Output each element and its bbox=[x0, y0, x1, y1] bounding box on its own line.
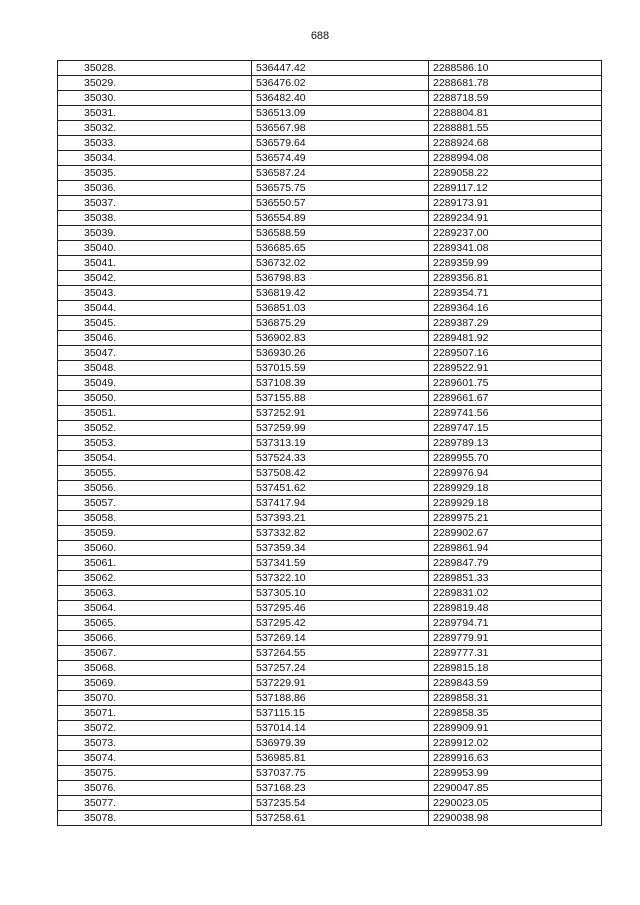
northing-cell: 2289794.71 bbox=[429, 616, 602, 631]
easting-cell: 537264.55 bbox=[252, 646, 429, 661]
easting-cell: 536587.24 bbox=[252, 166, 429, 181]
easting-cell: 536798.83 bbox=[252, 271, 429, 286]
table-row bbox=[58, 241, 602, 256]
point-number-cell: 35040. bbox=[58, 241, 252, 256]
point-number-cell: 35044. bbox=[58, 301, 252, 316]
table-row bbox=[58, 526, 602, 541]
page-number: 688 bbox=[310, 30, 330, 42]
northing-cell: 2289909.91 bbox=[429, 721, 602, 736]
point-number-cell: 35053. bbox=[58, 436, 252, 451]
point-number-cell: 35046. bbox=[58, 331, 252, 346]
easting-cell: 536550.57 bbox=[252, 196, 429, 211]
northing-cell: 2288924.68 bbox=[429, 136, 602, 151]
easting-cell: 537014.14 bbox=[252, 721, 429, 736]
easting-cell: 537393.21 bbox=[252, 511, 429, 526]
point-number-cell: 35036. bbox=[58, 181, 252, 196]
point-number-cell: 35028. bbox=[58, 61, 252, 76]
table-row bbox=[58, 556, 602, 571]
point-number-cell: 35061. bbox=[58, 556, 252, 571]
northing-cell: 2289858.31 bbox=[429, 691, 602, 706]
easting-cell: 536575.75 bbox=[252, 181, 429, 196]
point-number-cell: 35048. bbox=[58, 361, 252, 376]
coordinates-table bbox=[57, 60, 602, 826]
northing-cell: 2289779.91 bbox=[429, 631, 602, 646]
northing-cell: 2289847.79 bbox=[429, 556, 602, 571]
northing-cell: 2289929.18 bbox=[429, 481, 602, 496]
table-row bbox=[58, 346, 602, 361]
table-row bbox=[58, 61, 602, 76]
easting-cell: 537332.82 bbox=[252, 526, 429, 541]
easting-cell: 537451.62 bbox=[252, 481, 429, 496]
point-number-cell: 35045. bbox=[58, 316, 252, 331]
table-row bbox=[58, 301, 602, 316]
easting-cell: 537229.91 bbox=[252, 676, 429, 691]
easting-cell: 537252.91 bbox=[252, 406, 429, 421]
table-row bbox=[58, 496, 602, 511]
easting-cell: 536447.42 bbox=[252, 61, 429, 76]
point-number-cell: 35035. bbox=[58, 166, 252, 181]
point-number-cell: 35033. bbox=[58, 136, 252, 151]
point-number-cell: 35043. bbox=[58, 286, 252, 301]
northing-cell: 2289777.31 bbox=[429, 646, 602, 661]
point-number-cell: 35077. bbox=[58, 796, 252, 811]
easting-cell: 536579.64 bbox=[252, 136, 429, 151]
point-number-cell: 35041. bbox=[58, 256, 252, 271]
easting-cell: 537037.75 bbox=[252, 766, 429, 781]
northing-cell: 2290047.85 bbox=[429, 781, 602, 796]
easting-cell: 537341.59 bbox=[252, 556, 429, 571]
point-number-cell: 35037. bbox=[58, 196, 252, 211]
easting-cell: 537417.94 bbox=[252, 496, 429, 511]
point-number-cell: 35072. bbox=[58, 721, 252, 736]
easting-cell: 537269.14 bbox=[252, 631, 429, 646]
point-number-cell: 35070. bbox=[58, 691, 252, 706]
table-row bbox=[58, 451, 602, 466]
easting-cell: 536930.26 bbox=[252, 346, 429, 361]
table-row bbox=[58, 466, 602, 481]
table-row bbox=[58, 661, 602, 676]
easting-cell: 537313.19 bbox=[252, 436, 429, 451]
table-row bbox=[58, 421, 602, 436]
table-row bbox=[58, 226, 602, 241]
table-row bbox=[58, 376, 602, 391]
table-row bbox=[58, 586, 602, 601]
northing-cell: 2289851.33 bbox=[429, 571, 602, 586]
northing-cell: 2289975.21 bbox=[429, 511, 602, 526]
point-number-cell: 35065. bbox=[58, 616, 252, 631]
easting-cell: 536554.89 bbox=[252, 211, 429, 226]
table-row bbox=[58, 571, 602, 586]
table-row bbox=[58, 601, 602, 616]
northing-cell: 2289929.18 bbox=[429, 496, 602, 511]
northing-cell: 2289741.56 bbox=[429, 406, 602, 421]
point-number-cell: 35049. bbox=[58, 376, 252, 391]
table-row bbox=[58, 286, 602, 301]
point-number-cell: 35050. bbox=[58, 391, 252, 406]
northing-cell: 2289234.91 bbox=[429, 211, 602, 226]
table-row bbox=[58, 181, 602, 196]
northing-cell: 2289387.29 bbox=[429, 316, 602, 331]
northing-cell: 2290038.98 bbox=[429, 811, 602, 826]
northing-cell: 2289522.91 bbox=[429, 361, 602, 376]
table-row bbox=[58, 766, 602, 781]
point-number-cell: 35063. bbox=[58, 586, 252, 601]
northing-cell: 2289976.94 bbox=[429, 466, 602, 481]
northing-cell: 2289912.02 bbox=[429, 736, 602, 751]
table-row bbox=[58, 121, 602, 136]
point-number-cell: 35076. bbox=[58, 781, 252, 796]
easting-cell: 536875.29 bbox=[252, 316, 429, 331]
northing-cell: 2289831.02 bbox=[429, 586, 602, 601]
table-row bbox=[58, 646, 602, 661]
easting-cell: 536819.42 bbox=[252, 286, 429, 301]
easting-cell: 537235.54 bbox=[252, 796, 429, 811]
easting-cell: 536574.49 bbox=[252, 151, 429, 166]
northing-cell: 2288804.81 bbox=[429, 106, 602, 121]
easting-cell: 537322.10 bbox=[252, 571, 429, 586]
easting-cell: 537258.61 bbox=[252, 811, 429, 826]
easting-cell: 536732.02 bbox=[252, 256, 429, 271]
point-number-cell: 35047. bbox=[58, 346, 252, 361]
point-number-cell: 35055. bbox=[58, 466, 252, 481]
easting-cell: 536513.09 bbox=[252, 106, 429, 121]
northing-cell: 2288994.08 bbox=[429, 151, 602, 166]
table-row bbox=[58, 76, 602, 91]
easting-cell: 537295.46 bbox=[252, 601, 429, 616]
northing-cell: 2289601.75 bbox=[429, 376, 602, 391]
point-number-cell: 35069. bbox=[58, 676, 252, 691]
table-row bbox=[58, 751, 602, 766]
northing-cell: 2289356.81 bbox=[429, 271, 602, 286]
table-row bbox=[58, 271, 602, 286]
easting-cell: 536851.03 bbox=[252, 301, 429, 316]
table-row bbox=[58, 316, 602, 331]
table-row bbox=[58, 721, 602, 736]
easting-cell: 537259.99 bbox=[252, 421, 429, 436]
table-row bbox=[58, 481, 602, 496]
table-row bbox=[58, 331, 602, 346]
point-number-cell: 35056. bbox=[58, 481, 252, 496]
northing-cell: 2289359.99 bbox=[429, 256, 602, 271]
easting-cell: 537359.34 bbox=[252, 541, 429, 556]
point-number-cell: 35074. bbox=[58, 751, 252, 766]
northing-cell: 2289815.18 bbox=[429, 661, 602, 676]
table-row bbox=[58, 406, 602, 421]
point-number-cell: 35066. bbox=[58, 631, 252, 646]
table-row bbox=[58, 616, 602, 631]
northing-cell: 2289364.16 bbox=[429, 301, 602, 316]
point-number-cell: 35054. bbox=[58, 451, 252, 466]
northing-cell: 2289902.67 bbox=[429, 526, 602, 541]
point-number-cell: 35058. bbox=[58, 511, 252, 526]
table-body bbox=[58, 61, 602, 826]
table-row bbox=[58, 91, 602, 106]
point-number-cell: 35078. bbox=[58, 811, 252, 826]
table-row bbox=[58, 256, 602, 271]
northing-cell: 2289173.91 bbox=[429, 196, 602, 211]
easting-cell: 537524.33 bbox=[252, 451, 429, 466]
easting-cell: 537257.24 bbox=[252, 661, 429, 676]
point-number-cell: 35052. bbox=[58, 421, 252, 436]
easting-cell: 537168.23 bbox=[252, 781, 429, 796]
table-row bbox=[58, 196, 602, 211]
table-row bbox=[58, 811, 602, 826]
northing-cell: 2289661.67 bbox=[429, 391, 602, 406]
point-number-cell: 35042. bbox=[58, 271, 252, 286]
table-row bbox=[58, 706, 602, 721]
easting-cell: 536588.59 bbox=[252, 226, 429, 241]
northing-cell: 2288681.78 bbox=[429, 76, 602, 91]
table-row bbox=[58, 361, 602, 376]
table-row bbox=[58, 106, 602, 121]
easting-cell: 537155.88 bbox=[252, 391, 429, 406]
northing-cell: 2288718.59 bbox=[429, 91, 602, 106]
table-row bbox=[58, 631, 602, 646]
table-row bbox=[58, 511, 602, 526]
point-number-cell: 35059. bbox=[58, 526, 252, 541]
point-number-cell: 35060. bbox=[58, 541, 252, 556]
easting-cell: 537508.42 bbox=[252, 466, 429, 481]
northing-cell: 2289507.16 bbox=[429, 346, 602, 361]
table-row bbox=[58, 736, 602, 751]
point-number-cell: 35031. bbox=[58, 106, 252, 121]
easting-cell: 536985.81 bbox=[252, 751, 429, 766]
easting-cell: 537305.10 bbox=[252, 586, 429, 601]
point-number-cell: 35029. bbox=[58, 76, 252, 91]
easting-cell: 536902.83 bbox=[252, 331, 429, 346]
point-number-cell: 35039. bbox=[58, 226, 252, 241]
point-number-cell: 35067. bbox=[58, 646, 252, 661]
point-number-cell: 35073. bbox=[58, 736, 252, 751]
table-row bbox=[58, 691, 602, 706]
table-row bbox=[58, 136, 602, 151]
northing-cell: 2288586.10 bbox=[429, 61, 602, 76]
northing-cell: 2289789.13 bbox=[429, 436, 602, 451]
easting-cell: 536476.02 bbox=[252, 76, 429, 91]
northing-cell: 2289747.15 bbox=[429, 421, 602, 436]
table-row bbox=[58, 796, 602, 811]
northing-cell: 2289955.70 bbox=[429, 451, 602, 466]
easting-cell: 537015.59 bbox=[252, 361, 429, 376]
northing-cell: 2289481.92 bbox=[429, 331, 602, 346]
point-number-cell: 35038. bbox=[58, 211, 252, 226]
easting-cell: 536685.65 bbox=[252, 241, 429, 256]
point-number-cell: 35032. bbox=[58, 121, 252, 136]
point-number-cell: 35034. bbox=[58, 151, 252, 166]
easting-cell: 537188.86 bbox=[252, 691, 429, 706]
table-row bbox=[58, 541, 602, 556]
point-number-cell: 35062. bbox=[58, 571, 252, 586]
northing-cell: 2289341.08 bbox=[429, 241, 602, 256]
northing-cell: 2289058.22 bbox=[429, 166, 602, 181]
easting-cell: 537295.42 bbox=[252, 616, 429, 631]
point-number-cell: 35057. bbox=[58, 496, 252, 511]
point-number-cell: 35071. bbox=[58, 706, 252, 721]
point-number-cell: 35051. bbox=[58, 406, 252, 421]
point-number-cell: 35030. bbox=[58, 91, 252, 106]
northing-cell: 2290023.05 bbox=[429, 796, 602, 811]
northing-cell: 2289953.99 bbox=[429, 766, 602, 781]
northing-cell: 2289843.59 bbox=[429, 676, 602, 691]
point-number-cell: 35064. bbox=[58, 601, 252, 616]
table-row bbox=[58, 436, 602, 451]
northing-cell: 2289858.35 bbox=[429, 706, 602, 721]
table-row bbox=[58, 781, 602, 796]
table-row bbox=[58, 676, 602, 691]
easting-cell: 536567.98 bbox=[252, 121, 429, 136]
point-number-cell: 35075. bbox=[58, 766, 252, 781]
northing-cell: 2289916.63 bbox=[429, 751, 602, 766]
northing-cell: 2288881.55 bbox=[429, 121, 602, 136]
easting-cell: 537115.15 bbox=[252, 706, 429, 721]
easting-cell: 536979.39 bbox=[252, 736, 429, 751]
northing-cell: 2289354.71 bbox=[429, 286, 602, 301]
point-number-cell: 35068. bbox=[58, 661, 252, 676]
table-row bbox=[58, 391, 602, 406]
table-row bbox=[58, 211, 602, 226]
easting-cell: 536482.40 bbox=[252, 91, 429, 106]
northing-cell: 2289819.48 bbox=[429, 601, 602, 616]
easting-cell: 537108.39 bbox=[252, 376, 429, 391]
table-row bbox=[58, 166, 602, 181]
northing-cell: 2289117.12 bbox=[429, 181, 602, 196]
table-row bbox=[58, 151, 602, 166]
northing-cell: 2289861.94 bbox=[429, 541, 602, 556]
northing-cell: 2289237.00 bbox=[429, 226, 602, 241]
